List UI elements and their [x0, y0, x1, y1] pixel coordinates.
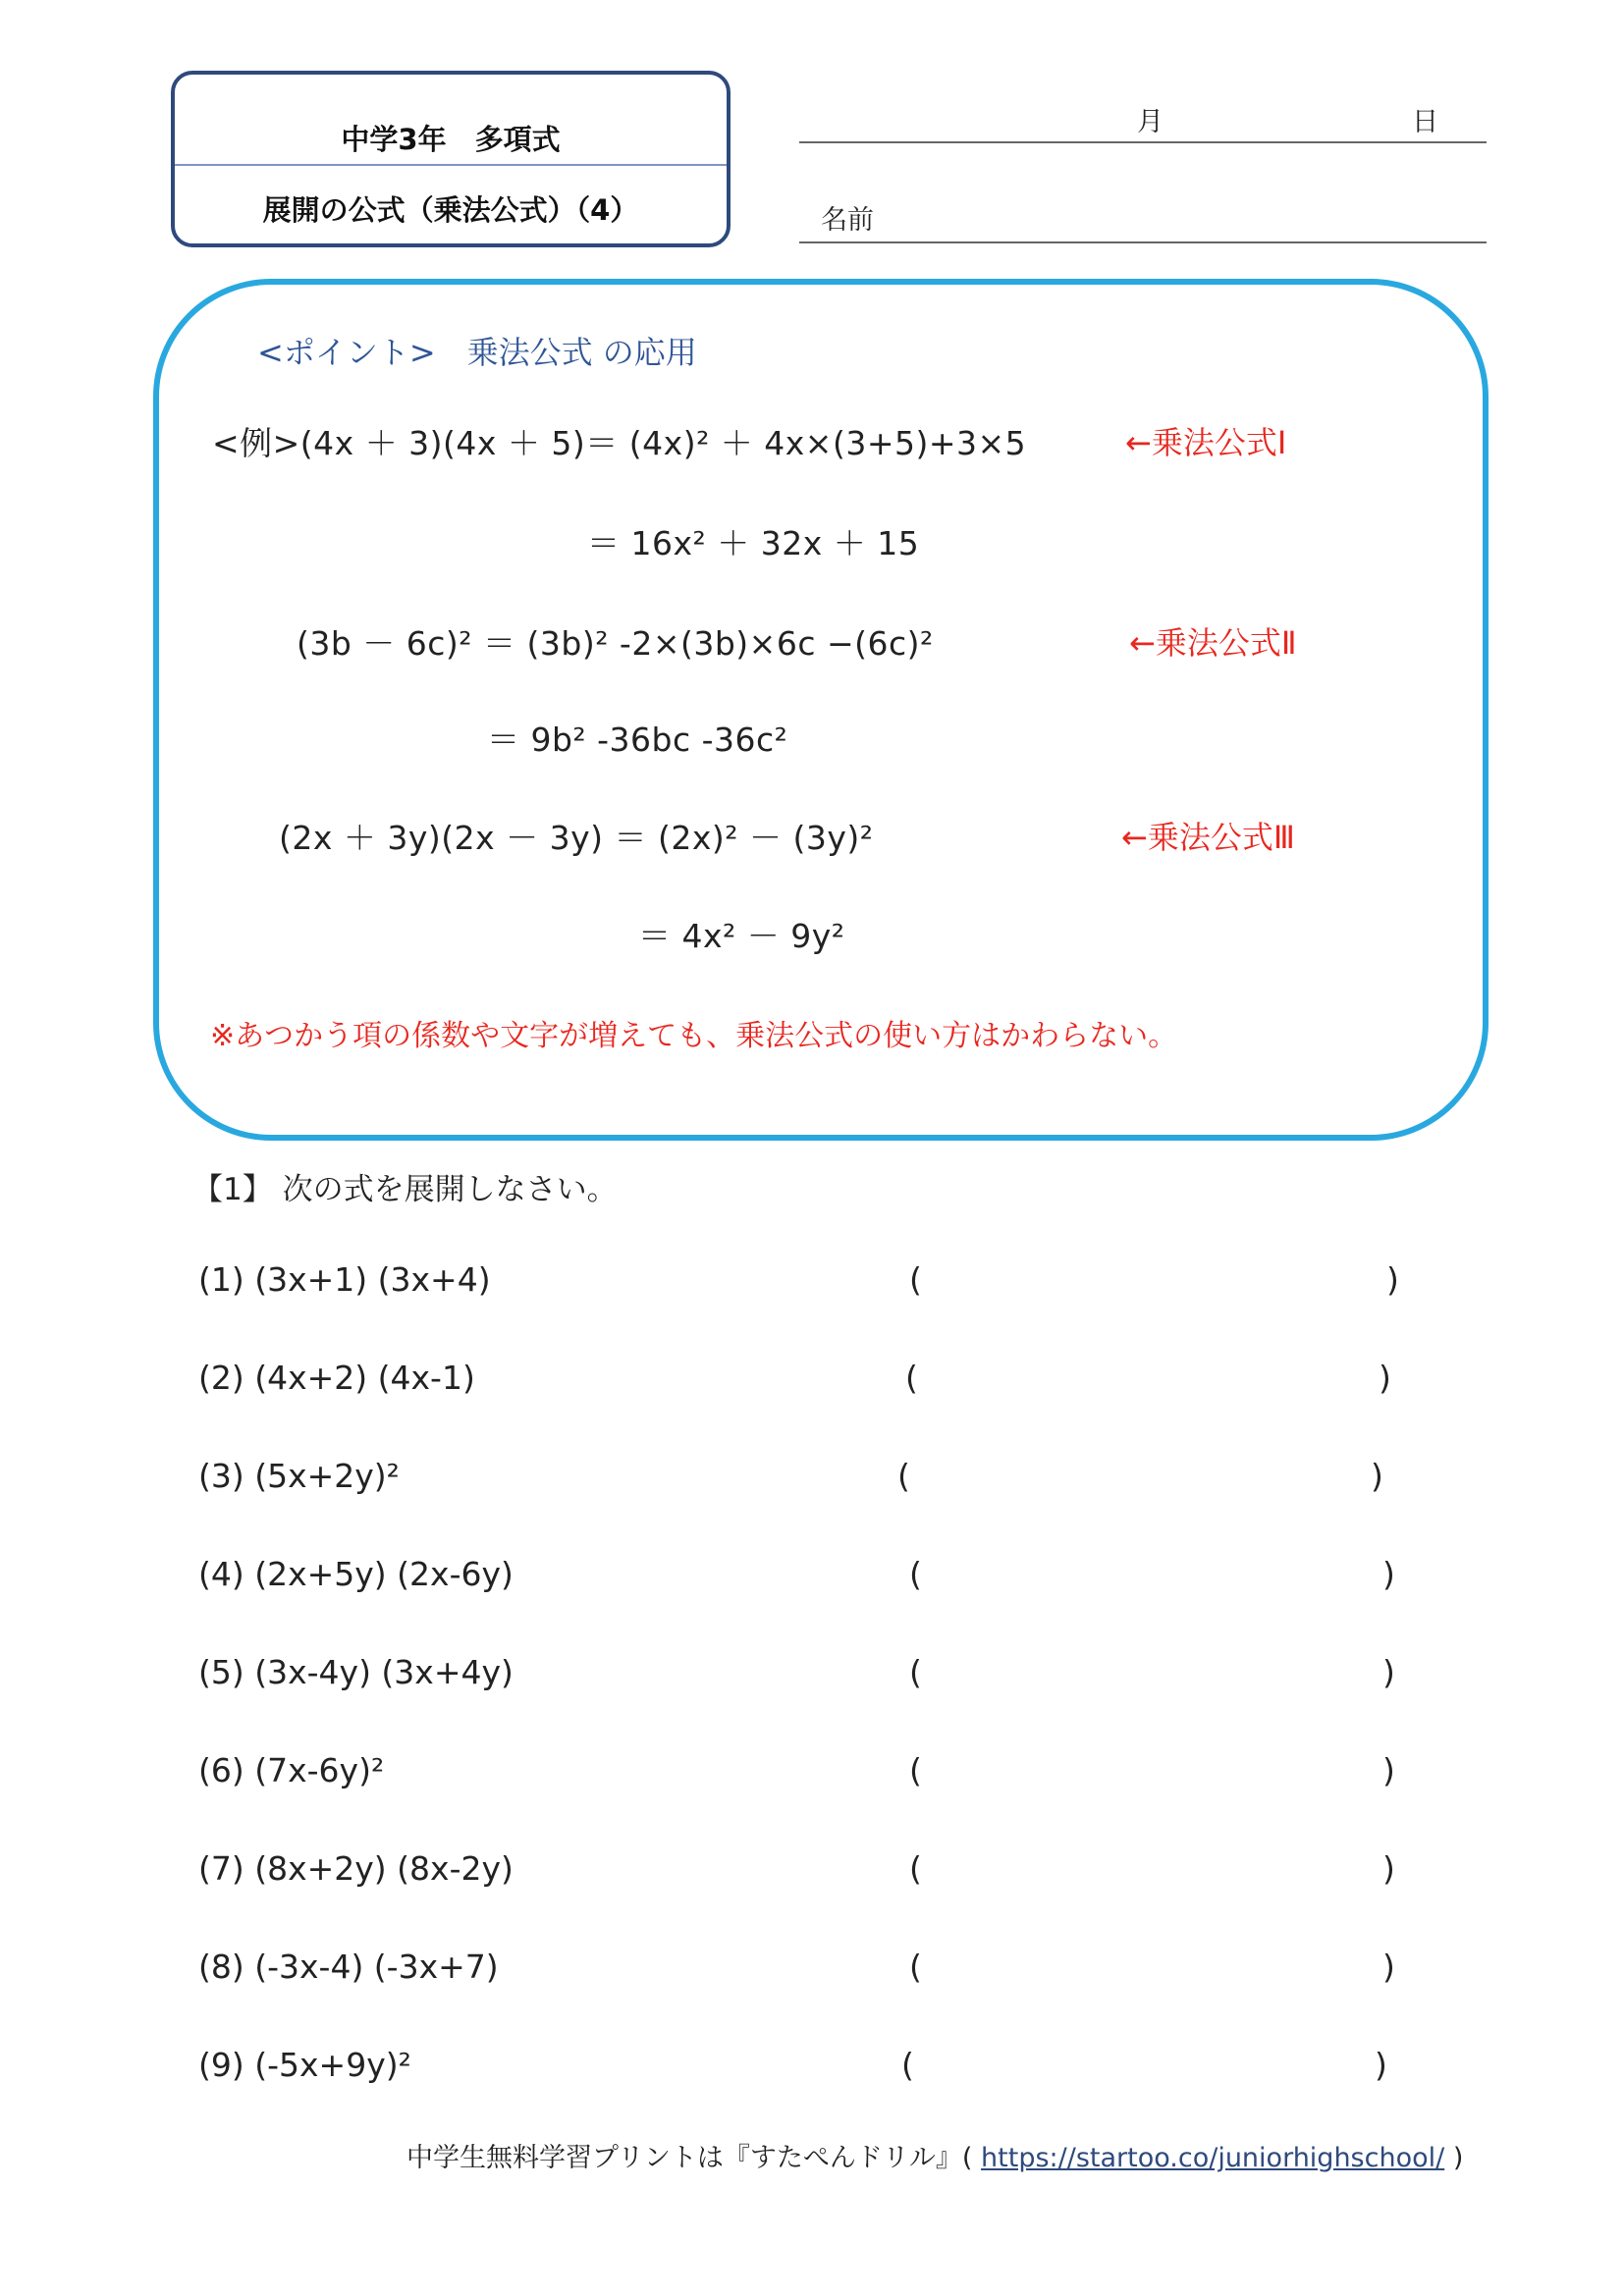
answer-open-paren: (: [909, 1751, 922, 1789]
answer-open-paren: (: [905, 1359, 918, 1397]
answer-close-paren: ): [1382, 1948, 1395, 1986]
problem-text: (1) (3x+1) (3x+4): [198, 1260, 491, 1299]
answer-close-paren: ): [1386, 1260, 1399, 1299]
month-label: 月: [1137, 107, 1164, 137]
problem-text: (2) (4x+2) (4x-1): [198, 1359, 475, 1397]
answer-close-paren: ): [1379, 1359, 1391, 1397]
answer-blank[interactable]: [939, 1942, 1363, 1991]
footer-close: ): [1452, 2143, 1464, 2173]
problem-text: (3) (5x+2y)²: [198, 1457, 400, 1495]
problem-text: (4) (2x+5y) (2x-6y): [198, 1555, 514, 1593]
answer-close-paren: ): [1375, 2046, 1387, 2084]
answer-blank[interactable]: [935, 1353, 1359, 1402]
name-line[interactable]: [799, 241, 1487, 243]
example1-formula-note: ←乗法公式Ⅰ: [1125, 424, 1287, 461]
title-divider: [175, 164, 727, 166]
day-label: 日: [1412, 107, 1438, 137]
example3-line1: (2x ＋ 3y)(2x － 3y) ＝ (2x)² － (3y)²: [279, 819, 874, 857]
example2-line2: ＝ 9b² -36bc -36c²: [487, 721, 788, 759]
answer-blank[interactable]: [939, 1647, 1363, 1696]
problem-text: (7) (8x+2y) (8x-2y): [198, 1849, 514, 1888]
problem-text: (5) (3x-4y) (3x+4y): [198, 1653, 514, 1691]
answer-open-paren: (: [901, 2046, 914, 2084]
example3-line2: ＝ 4x² － 9y²: [638, 917, 845, 955]
point-title: <ポイント> 乗法公式 の応用: [257, 334, 697, 371]
exercise-heading: 【1】 次の式を展開しなさい。: [192, 1172, 618, 1207]
problem-text: (8) (-3x-4) (-3x+7): [198, 1948, 499, 1986]
answer-close-paren: ): [1371, 1457, 1383, 1495]
title-box: [171, 71, 731, 247]
answer-blank[interactable]: [939, 1549, 1363, 1598]
footer-text: 中学生無料学習プリントは『すたぺんドリル』(: [406, 2143, 973, 2173]
answer-open-paren: (: [909, 1948, 922, 1986]
answer-close-paren: ): [1382, 1653, 1395, 1691]
example3-formula-note: ←乗法公式Ⅲ: [1121, 819, 1295, 856]
answer-open-paren: (: [897, 1457, 910, 1495]
problem-text: (9) (-5x+9y)²: [198, 2046, 411, 2084]
answer-open-paren: (: [909, 1555, 922, 1593]
answer-close-paren: ): [1382, 1751, 1395, 1789]
answer-open-paren: (: [909, 1849, 922, 1888]
answer-blank[interactable]: [939, 1255, 1367, 1304]
answer-blank[interactable]: [939, 1843, 1363, 1893]
answer-blank[interactable]: [939, 1745, 1363, 1794]
grade-topic-title: 中学3年 多項式: [341, 123, 561, 156]
answer-open-paren: (: [909, 1260, 922, 1299]
answer-open-paren: (: [909, 1653, 922, 1691]
answer-close-paren: ): [1382, 1849, 1395, 1888]
example2-formula-note: ←乗法公式Ⅱ: [1129, 624, 1297, 662]
answer-blank[interactable]: [927, 1451, 1351, 1500]
point-remark: ※あつかう項の係数や文字が増えても、乗法公式の使い方はかわらない。: [210, 1019, 1178, 1053]
footer-link[interactable]: https://startoo.co/juniorhighschool/: [981, 2143, 1445, 2173]
footer: [406, 2136, 1463, 2174]
lesson-title: 展開の公式（乗法公式）（4）: [262, 193, 639, 227]
example2-line1: (3b － 6c)² ＝ (3b)² -2×(3b)×6c −(6c)²: [297, 624, 934, 663]
example1-line1: <例>(4x ＋ 3)(4x ＋ 5)＝ (4x)² ＋ 4x×(3+5)+3×5: [212, 424, 1027, 462]
example1-line2: ＝ 16x² ＋ 32x ＋ 15: [587, 524, 920, 562]
answer-blank[interactable]: [931, 2040, 1355, 2089]
date-line: [799, 141, 1487, 143]
answer-close-paren: ): [1382, 1555, 1395, 1593]
name-label: 名前: [821, 205, 874, 236]
problem-text: (6) (7x-6y)²: [198, 1751, 385, 1789]
